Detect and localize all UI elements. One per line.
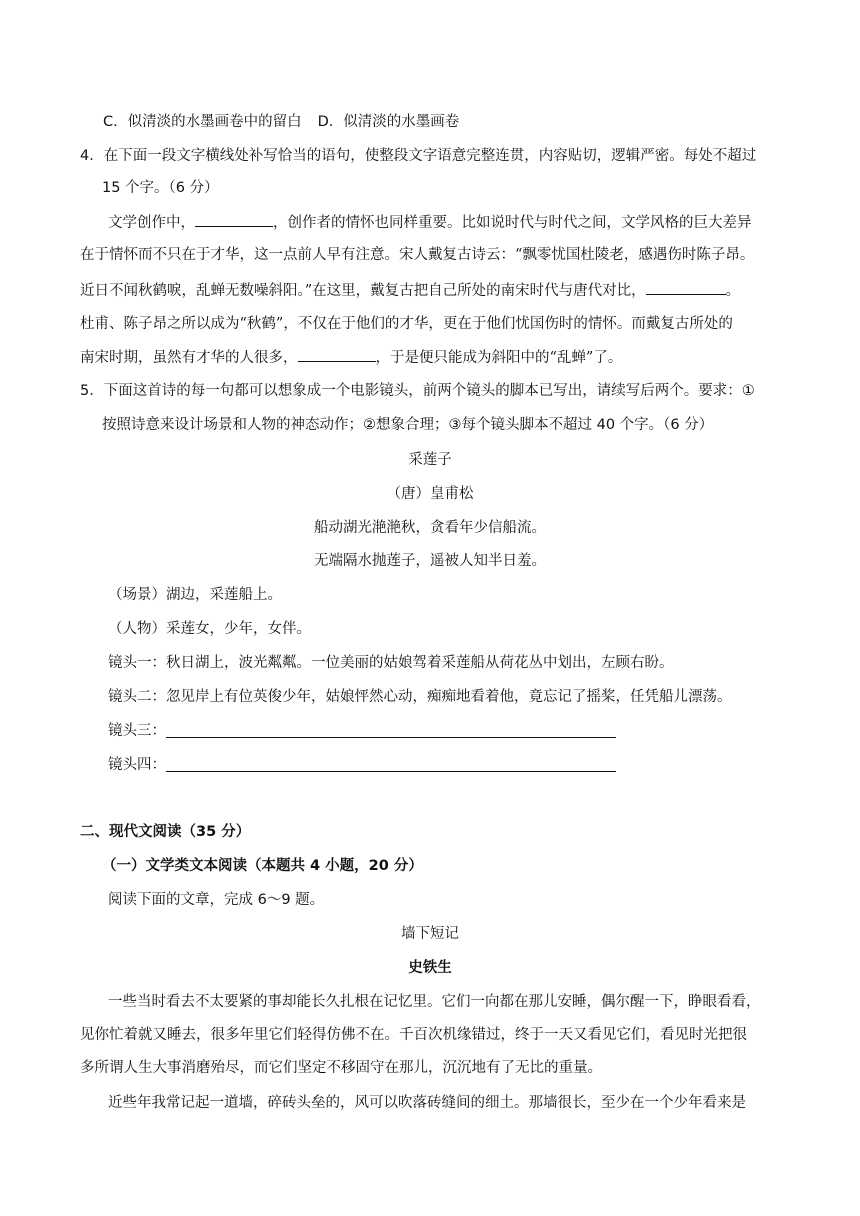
q3-option-c: C．似清淡的水墨画卷中的留白	[103, 114, 302, 130]
poem-title: 采莲子	[408, 452, 452, 468]
q5-stem-line1: 5．下面这首诗的每一句都可以想象成一个电影镜头，前两个镜头的脚本已写出，请续写后两个。要求：①	[80, 383, 755, 399]
q4-p1-before: 文学创作中，	[108, 215, 195, 231]
q4-stem-line1: 4．在下面一段文字横线处补写恰当的语句，使整段文字语意完整连贯，内容贴切，逻辑严密。每处不超过	[80, 148, 757, 164]
q4-paragraph-line4: 杜甫、陈子昂之所以成为“秋鹤”，不仅在于他们的才华，更在于他们忧国伤时的情怀。而戴复古所处的	[80, 316, 733, 332]
article-para1-line2: 见你忙着就又睡去，很多年里它们轻得仿佛不在。千百次机缘错过，终于一天又看见它们，看见时光把很	[80, 1027, 747, 1043]
poem-line-2: 无端隔水抛莲子，遥被人知半日羞。	[314, 553, 546, 569]
q5-stem-line2: 按照诗意来设计场景和人物的神态动作；②想象合理；③每个镜头脚本不超过 40 个字。（6 分）	[102, 417, 714, 433]
q5-shot-3-answer-line[interactable]	[166, 737, 616, 738]
q4-paragraph-line1	[108, 212, 752, 233]
q4-blank-1[interactable]	[195, 212, 273, 227]
q5-shot-1: 镜头一：秋日湖上，波光粼粼。一位美丽的姑娘驾着采莲船从荷花丛中划出，左顾右盼。	[108, 655, 674, 671]
poem-author: （唐）皇甫松	[386, 486, 474, 502]
article-para1-line3: 多所谓人生大事消磨殆尽，而它们坚定不移固守在那儿，沉沉地有了无比的重量。	[80, 1060, 602, 1076]
q4-paragraph-line5	[80, 347, 622, 368]
q4-paragraph-line2: 在于情怀而不只在于才华，这一点前人早有注意。宋人戴复古诗云：“飘零忧国杜陵老，感遇伤时陈子昂。	[80, 247, 755, 263]
q4-paragraph-line3	[80, 280, 740, 301]
q5-shot-4-answer-line[interactable]	[166, 771, 616, 772]
section-2-heading: 二、现代文阅读（35 分）	[80, 824, 251, 840]
q4-p3-before: 近日不闻秋鹤唳，乱蝉无数噪斜阳。”在这里，戴复古把自己所处的南宋时代与唐代对比，	[80, 283, 646, 299]
section-2-subheading: （一）文学类文本阅读（本题共 4 小题，20 分）	[102, 858, 423, 874]
q4-blank-3[interactable]	[298, 347, 376, 362]
q4-p5-before: 南宋时期，虽然有才华的人很多，	[80, 350, 298, 366]
q5-shot-3-label: 镜头三：	[108, 723, 166, 739]
article-para2-line1: 近些年我常记起一道墙，碎砖头垒的，风可以吹落砖缝间的细土。那墙很长，至少在一个少年看来是	[108, 1095, 746, 1111]
q3-option-d: D．似清淡的水墨画卷	[317, 114, 460, 130]
q4-blank-2[interactable]	[646, 280, 726, 295]
q4-p5-after: ，于是便只能成为斜阳中的“乱蝉”了。	[375, 350, 623, 366]
q5-scene: （场景）湖边，采莲船上。	[108, 587, 282, 603]
q4-stem-line2: 15 个字。（6 分）	[102, 180, 219, 196]
poem-line-1: 船动湖光滟滟秋，贪看年少信船流。	[314, 520, 546, 536]
reading-instruction: 阅读下面的文章，完成 6～9 题。	[108, 892, 325, 908]
q3-options-line	[103, 112, 459, 132]
article-title: 墙下短记	[401, 926, 459, 942]
q4-p3-after: 。	[725, 283, 741, 299]
q5-shot-4-label: 镜头四：	[108, 757, 166, 773]
article-author: 史铁生	[408, 959, 452, 976]
article-para1-line1: 一些当时看去不太要紧的事却能长久扎根在记忆里。它们一向都在那儿安睡，偶尔醒一下，睁眼看看，	[108, 994, 761, 1010]
q5-shot-2: 镜头二：忽见岸上有位英俊少年，姑娘怦然心动，痴痴地看着他，竟忘记了摇桨，任凭船儿漂荡。	[108, 689, 732, 705]
q5-characters: （人物）采莲女，少年，女伴。	[108, 621, 311, 637]
q4-p1-after: ，创作者的情怀也同样重要。比如说时代与时代之间，文学风格的巨大差异	[273, 215, 752, 231]
